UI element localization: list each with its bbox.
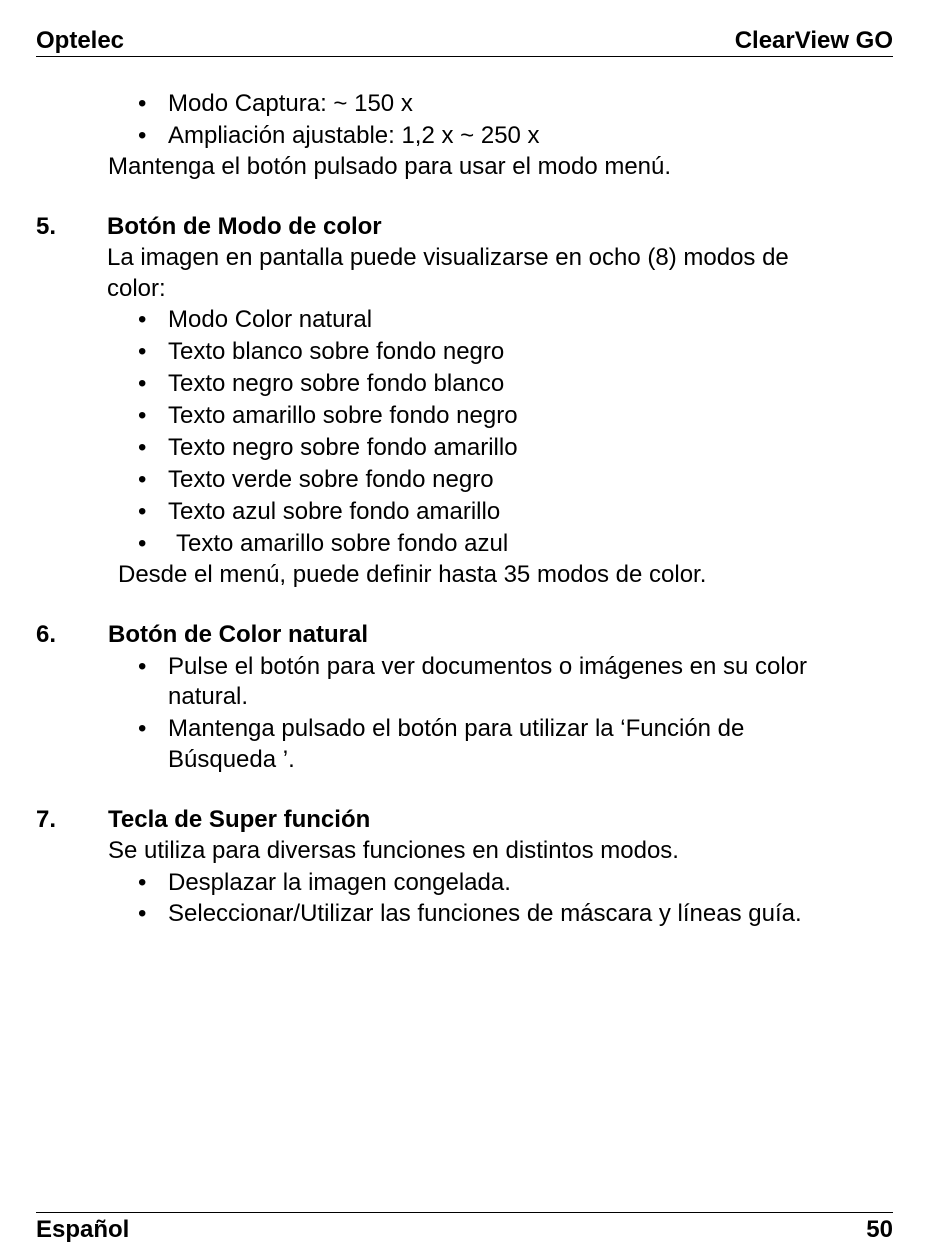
page-number: 50	[866, 1216, 893, 1243]
list-item-continuation: Búsqueda ’.	[168, 746, 295, 773]
bullet-icon: •	[138, 900, 147, 927]
bullet-icon: •	[138, 498, 147, 525]
intro-note: Mantenga el botón pulsado para usar el modo menú.	[108, 153, 672, 180]
list-item: Texto verde sobre fondo negro	[168, 466, 494, 493]
bullet-icon: •	[138, 653, 147, 680]
bullet-icon: •	[138, 306, 147, 333]
list-item: Desplazar la imagen congelada.	[168, 869, 511, 896]
bullet-icon: •	[138, 122, 147, 149]
section-number: 7.	[36, 806, 57, 833]
list-item: Texto amarillo sobre fondo azul	[176, 530, 509, 557]
section-text: color:	[107, 275, 166, 302]
list-item: Mantenga pulsado el botón para utilizar la ‘Función de	[168, 715, 745, 742]
footer-language: Español	[36, 1216, 130, 1243]
list-item: Texto negro sobre fondo blanco	[168, 370, 505, 397]
section-text: La imagen en pantalla puede visualizarse en ocho (8) modos de	[107, 244, 789, 271]
bullet-icon: •	[138, 434, 147, 461]
section-title: Tecla de Super función	[108, 806, 371, 833]
page-header	[36, 24, 893, 57]
section-number: 6.	[36, 621, 57, 648]
bullet-icon: •	[138, 869, 147, 896]
page-footer	[36, 1212, 893, 1243]
section-text: Se utiliza para diversas funciones en distintos modos.	[108, 837, 679, 864]
bullet-icon: •	[138, 90, 147, 117]
list-item: Texto amarillo sobre fondo negro	[168, 402, 518, 429]
section-number: 5.	[36, 213, 57, 240]
list-item: Pulse el botón para ver documentos o imágenes en su color	[168, 653, 808, 680]
section-note: Desde el menú, puede definir hasta 35 modos de color.	[118, 561, 707, 588]
list-item: Modo Color natural	[168, 306, 373, 333]
bullet-icon: •	[138, 402, 147, 429]
bullet-icon: •	[138, 466, 147, 493]
bullet-icon: •	[138, 715, 147, 742]
list-item: Modo Captura: ~ 150 x	[168, 90, 413, 117]
list-item: Seleccionar/Utilizar las funciones de máscara y líneas guía.	[168, 900, 802, 927]
list-item: Texto blanco sobre fondo negro	[168, 338, 505, 365]
list-item: Texto negro sobre fondo amarillo	[168, 434, 518, 461]
header-brand: Optelec	[36, 27, 125, 54]
bullet-icon: •	[138, 370, 147, 397]
section-title: Botón de Color natural	[108, 621, 368, 648]
bullet-icon: •	[138, 530, 147, 557]
section-title: Botón de Modo de color	[107, 213, 382, 240]
list-item: Texto azul sobre fondo amarillo	[168, 498, 501, 525]
list-item: Ampliación ajustable: 1,2 x ~ 250 x	[168, 122, 540, 149]
list-item-continuation: natural.	[168, 683, 249, 710]
bullet-icon: •	[138, 338, 147, 365]
header-product: ClearView GO	[734, 27, 893, 54]
